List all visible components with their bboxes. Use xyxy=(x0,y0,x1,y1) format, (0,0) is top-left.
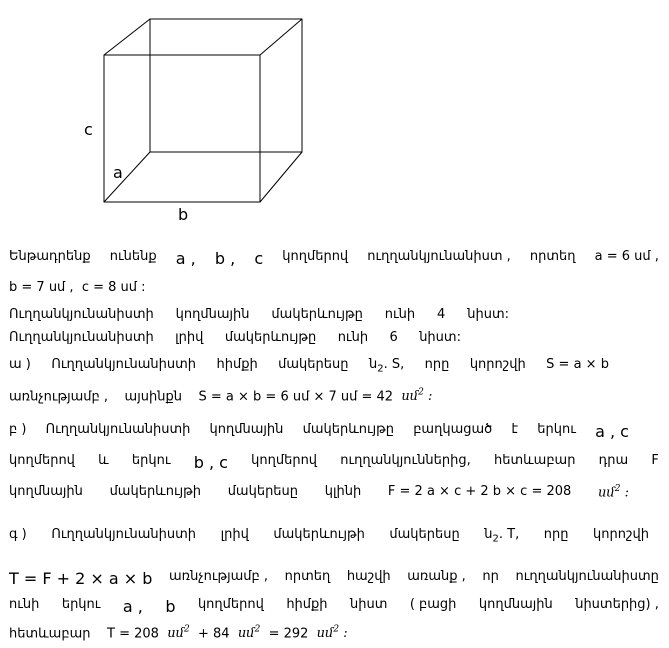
paragraph-line-1: Ենթադրենք ունենք a , b , c կողմերով ուղղանկյունանիստ , որտեղ a = 6 սմ , xyxy=(9,249,659,268)
box-figure xyxy=(0,0,669,240)
paragraph-line-12: ունի երկու a , b կողմերով հիմքի նիստ ( բացի կողմնային նիստերից) , xyxy=(9,597,659,616)
edge-bottom-left xyxy=(104,152,150,202)
paragraph-line-5: ա ) Ուղղանկյունանիստի հիմքի մակերեսը ն$_2$. S, որը կորոշվի S = a × b xyxy=(9,357,609,375)
paragraph-line-4: Ուղղանկյունանիստի լրիվ մակերևույթը ունի 6 նիստ: xyxy=(9,330,461,345)
label-a: a xyxy=(113,163,123,182)
paragraph-line-10: գ ) Ուղղանկյունանիստի լրիվ մակերևույթի մակերեսը ն$_2$. T, որը կորոշվի xyxy=(9,527,649,545)
edge-bottom-right xyxy=(260,152,302,202)
edge-top-right xyxy=(260,19,302,55)
paragraph-line-11: T = F + 2 × a × b առնչությամբ , որտեղ հաշվի առանք , որ ուղղանկյունանիստը xyxy=(9,569,659,588)
edge-top-left xyxy=(104,19,150,55)
label-c: c xyxy=(84,120,93,139)
paragraph-line-9: կողմնային մակերևույթի մակերեսը կլինի F = 2 a × c + 2 b × c = 208 սմ$^2$ : xyxy=(9,484,629,501)
paragraph-line-7: բ ) Ուղղանկյունանիստի կողմնային մակերևույթը բաղկացած է երկու a , c xyxy=(9,422,629,441)
label-b: b xyxy=(178,205,189,224)
paragraph-line-6: առնչությամբ , այսինքն S = a × b = 6 սմ × 7 սմ = 42 սմ$^2$ : xyxy=(9,388,433,405)
paragraph-line-8: կողմերով և երկու b , c կողմերով ուղղանկյուններից, հետևաբար դրա F xyxy=(9,453,659,472)
paragraph-line-13: հետևաբար T = 208 սմ$^2$ + 84 սմ$^2$ = 292 սմ$^2$ : xyxy=(9,625,348,642)
paragraph-line-3: Ուղղանկյունանիստի կողմնային մակերևույթը ունի 4 նիստ: xyxy=(9,307,509,322)
front-face xyxy=(104,55,260,202)
paragraph-line-2: b = 7 սմ , c = 8 սմ : xyxy=(9,280,146,295)
